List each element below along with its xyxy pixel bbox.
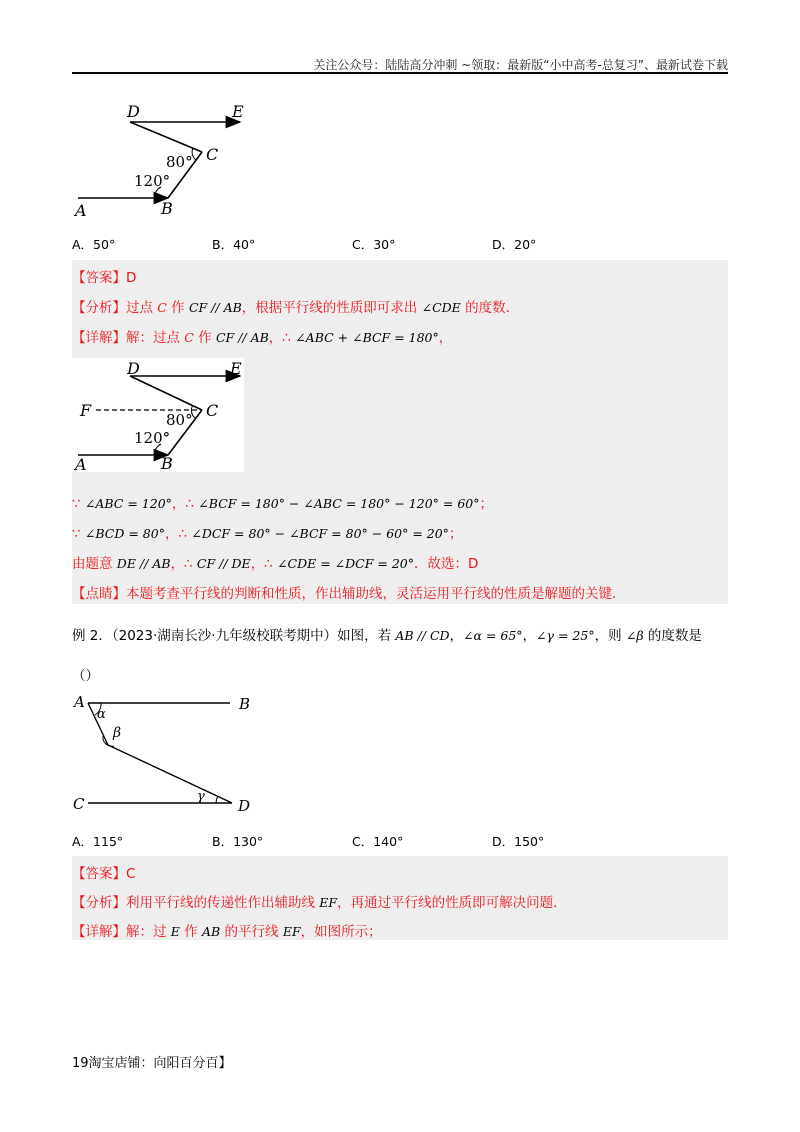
q1-step-1-sym: ∵ [72, 496, 85, 512]
q2-option-b: B．130° [212, 834, 264, 849]
q1-step-1-end: ； [479, 496, 493, 512]
q1-analysis-text-4: 的度数. [460, 300, 510, 316]
q1-comment [72, 582, 616, 602]
q1-step-3-math-3: ∠CDE = ∠DCF = 20° [277, 556, 414, 571]
fig2-label-d: D [127, 359, 140, 378]
q2-sep-1: ， [449, 628, 464, 644]
fig1-label-c: C [206, 145, 219, 164]
q1-analysis-text-3: ，根据平行线的性质即可求出 [241, 300, 422, 316]
q1-analysis-math-2: ∠CDE [421, 300, 461, 315]
answer-tag: 【答案】 [72, 270, 126, 286]
q2-prefix: 例 2．（2023·湖南长沙·九年级校联考期中）如图，若 [72, 628, 396, 644]
q2-detail-text-3: 的平行线 [220, 924, 283, 940]
figure-2 [72, 358, 244, 472]
q2-detail-text-1: 解：过 [126, 924, 171, 940]
q1-step-3-mid: ，∴ [170, 556, 197, 572]
fig3-alpha: α [97, 707, 106, 722]
q2-detail [72, 920, 382, 940]
fig2-label-b: B [161, 454, 173, 472]
q2-detail-math-3: EF [282, 924, 301, 939]
q2-math-3: ∠γ = 25° [536, 628, 595, 643]
q2-detail-math-2: AB [202, 924, 221, 939]
fig1-label-a: A [75, 201, 87, 220]
q2-paren: （） [72, 668, 99, 684]
q2-math-2: ∠α = 65° [463, 628, 523, 643]
fig3-label-d: D [238, 797, 251, 815]
q2-sep-2: ， [522, 628, 537, 644]
q1-detail [72, 326, 452, 346]
q2-answer-value: C [126, 866, 136, 882]
q1-detail-text-3: ，∴ [268, 330, 296, 346]
fig3-beta: β [113, 725, 122, 741]
q1-step-3-sym: 由题意 [72, 556, 117, 572]
q1-analysis-point: C [157, 300, 167, 315]
header-rule [72, 72, 728, 74]
q1-step-2-mid: ，∴ [164, 526, 192, 542]
q1-step-2 [72, 522, 462, 542]
fig1-label-d: D [127, 102, 140, 121]
q1-detail-text-4: ， [438, 330, 453, 346]
analysis-tag: 【分析】 [72, 895, 126, 911]
fig2-label-c: C [206, 401, 219, 420]
q1-analysis-math-1: CF // AB [188, 300, 242, 315]
fig2-label-a: A [75, 455, 87, 472]
q2-stem [72, 624, 702, 644]
q1-option-b: B．40° [212, 237, 256, 252]
q2-detail-math-1: E [170, 924, 180, 939]
q2-options [72, 832, 728, 852]
q1-option-c: C．30° [352, 237, 396, 252]
q2-analysis [72, 891, 557, 911]
q1-step-3-math-2: CF // DE [196, 556, 251, 571]
figure-3 [68, 690, 268, 818]
q1-step-1 [72, 492, 493, 512]
fig1-label-e: E [232, 102, 244, 121]
q2-math-1: AB // CD [395, 628, 450, 643]
q1-step-3-end: ．故选：D [414, 556, 479, 572]
fig3-label-c: C [73, 795, 85, 813]
q1-detail-math-1: CF // AB [215, 330, 269, 345]
fig1-angle-c: 80° [166, 153, 193, 171]
q2-answer [72, 862, 135, 882]
q1-analysis-text-1: 过点 [126, 300, 158, 316]
fig3-label-b: B [239, 695, 251, 713]
q1-option-d: D．20° [492, 237, 537, 252]
fig1-label-b: B [161, 199, 173, 218]
q1-detail-text-2: 作 [193, 330, 216, 346]
q1-detail-point: C [184, 330, 194, 345]
q1-comment-text: 本题考查平行线的判断和性质，作出辅助线，灵活运用平行线的性质是解题的关键. [126, 586, 617, 602]
q2-sep-3: ，则 [594, 628, 626, 644]
fig2-angle-c: 80° [166, 411, 193, 429]
q2-option-c: C．140° [352, 834, 404, 849]
comment-tag: 【点睛】 [72, 586, 126, 602]
q1-detail-math-2: ∠ABC + ∠BCF = 180° [295, 330, 439, 345]
q1-analysis-text-2: 作 [166, 300, 189, 316]
q1-step-1-math: ∠ABC = 120° [84, 496, 172, 511]
q1-step-3-math: DE // AB [116, 556, 171, 571]
q2-option-a: A．115° [72, 834, 124, 849]
q1-step-2-math: ∠BCD = 80° [84, 526, 165, 541]
fig2-angle-b: 120° [134, 429, 171, 447]
q2-math-4: ∠β [625, 628, 644, 643]
figure-1 [72, 100, 252, 222]
page-header: 关注公众号：陆陆高分冲刺 ~领取：最新版“小中高考-总复习”、最新试卷下载 [313, 58, 728, 72]
q2-detail-text-4: ，如图所示； [300, 924, 382, 940]
q2-analysis-text-2: ，再通过平行线的性质即可解决问题. [337, 895, 558, 911]
fig2-label-f: F [80, 401, 92, 420]
q1-step-3 [72, 552, 478, 572]
detail-tag: 【详解】 [72, 924, 126, 940]
q1-answer [72, 266, 136, 286]
q1-detail-text-1: 解：过点 [126, 330, 185, 346]
q2-analysis-math-1: EF [319, 895, 338, 910]
answer-tag: 【答案】 [72, 866, 126, 882]
q1-option-a: A．50° [72, 237, 116, 252]
q2-option-d: D．150° [492, 834, 545, 849]
fig2-label-e: E [230, 359, 242, 378]
analysis-tag: 【分析】 [72, 300, 126, 316]
page-footer: 19淘宝店铺：向阳百分百】 [72, 1056, 232, 1071]
q1-options [72, 235, 728, 255]
detail-tag: 【详解】 [72, 330, 126, 346]
q2-suffix: 的度数是 [643, 628, 702, 644]
q1-step-3-mid-2: ，∴ [250, 556, 278, 572]
q2-detail-text-2: 作 [179, 924, 203, 940]
q1-step-1-mid: ，∴ [171, 496, 199, 512]
q1-step-2-sym: ∵ [72, 526, 85, 542]
q1-step-2-end: ； [448, 526, 463, 542]
q1-answer-value: D [126, 270, 137, 286]
q1-step-2-math-2: ∠DCF = 80° − ∠BCF = 80° − 60° = 20° [191, 526, 449, 541]
q1-analysis [72, 296, 510, 316]
q2-analysis-text-1: 利用平行线的传递性作出辅助线 [126, 895, 320, 911]
fig3-label-a: A [74, 693, 85, 711]
fig1-angle-b: 120° [134, 172, 171, 190]
q1-step-1-math-2: ∠BCF = 180° − ∠ABC = 180° − 120° = 60° [198, 496, 480, 511]
fig3-gamma: γ [197, 789, 205, 804]
